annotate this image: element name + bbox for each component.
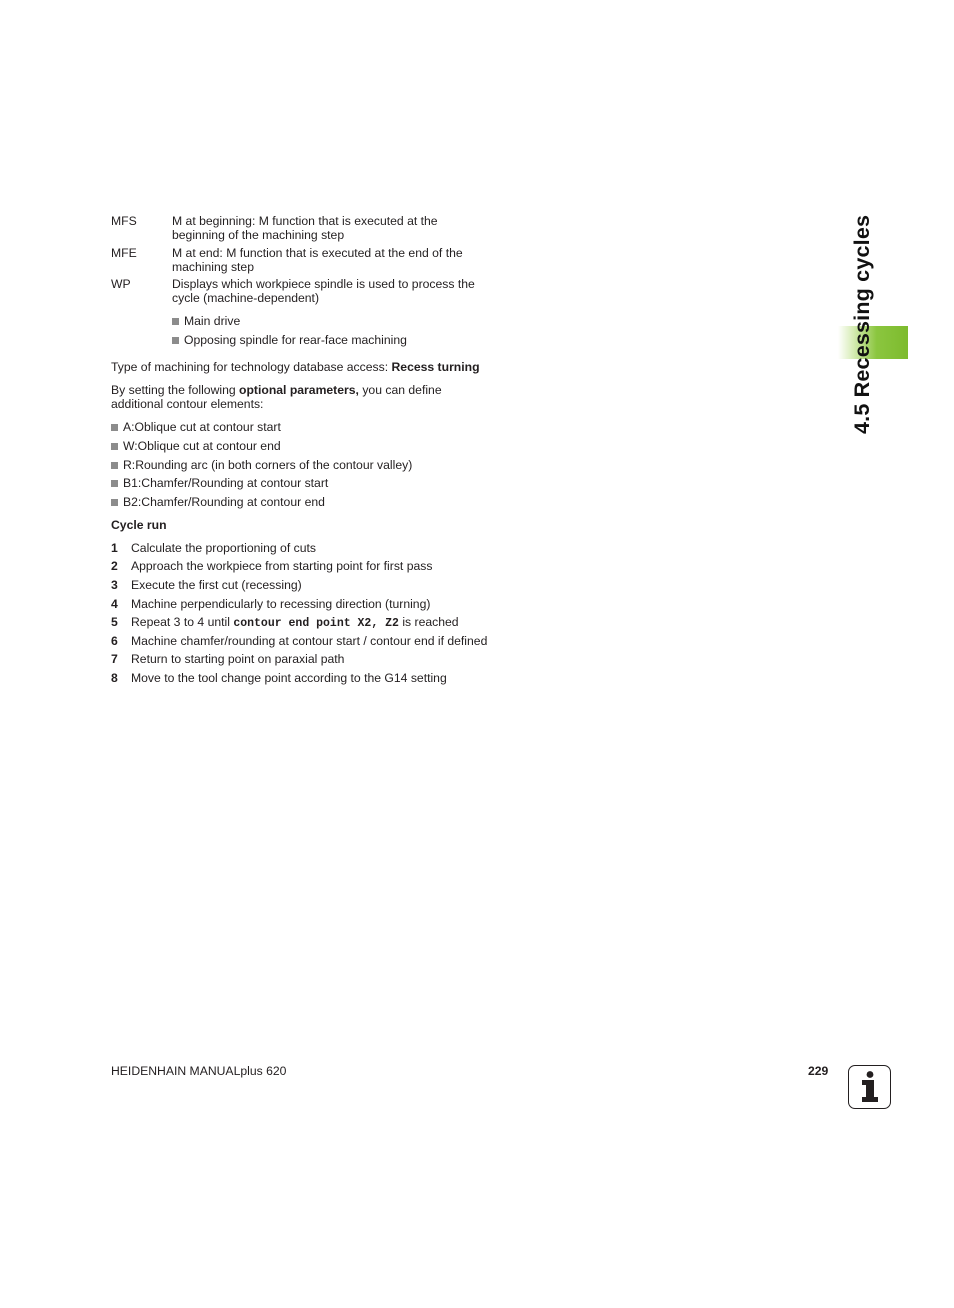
- list-item: [111, 476, 328, 490]
- page-number: 229: [808, 1064, 829, 1078]
- step-text: Return to starting point on paraxial path: [131, 652, 345, 666]
- param-key-mfs: MFS: [111, 214, 137, 228]
- bullet-square-icon: [111, 424, 118, 431]
- step-text: [131, 615, 459, 631]
- chapter-title: 4.5 Recessing cycles: [850, 214, 874, 434]
- section-heading-cycle-run: Cycle run: [111, 518, 167, 532]
- optional-bold: optional parameters,: [239, 383, 359, 397]
- step-text: Move to the tool change point according to the G14 setting: [131, 671, 447, 685]
- list-item-label: Main drive: [184, 314, 241, 328]
- list-item-label: R:Rounding arc (in both corners of the contour valley): [123, 458, 413, 472]
- param-desc-line: M at end: M function that is executed at the end of the: [172, 246, 463, 260]
- param-desc-line: machining step: [172, 260, 254, 274]
- param-desc-line: Displays which workpiece spindle is used to process the: [172, 277, 475, 291]
- param-desc-line: M at beginning: M function that is executed at the: [172, 214, 438, 228]
- tech-line-value: Recess turning: [391, 360, 480, 374]
- bullet-square-icon: [172, 318, 179, 325]
- step-text-part: Repeat 3 to 4 until: [131, 615, 234, 629]
- list-item: [111, 439, 281, 453]
- list-item-label: W:Oblique cut at contour end: [123, 439, 281, 453]
- param-key-mfe: MFE: [111, 246, 137, 260]
- step-number: 7: [111, 652, 118, 666]
- info-glyph: [849, 1066, 889, 1107]
- list-item: [111, 458, 412, 472]
- step-number: 5: [111, 615, 118, 629]
- tech-line-text: Type of machining for technology database access:: [111, 360, 392, 374]
- info-icon: [848, 1065, 891, 1109]
- list-item-label: B1:Chamfer/Rounding at contour start: [123, 476, 329, 490]
- list-item-label: B2:Chamfer/Rounding at contour end: [123, 495, 325, 509]
- list-item: [172, 333, 407, 347]
- step-text: Calculate the proportioning of cuts: [131, 541, 316, 555]
- optional-parameters-paragraph: [111, 383, 511, 411]
- step-number: 1: [111, 541, 118, 555]
- bullet-square-icon: [111, 462, 118, 469]
- step-number: 3: [111, 578, 118, 592]
- list-item: [111, 495, 325, 509]
- step-text: Machine perpendicularly to recessing direction (turning): [131, 597, 431, 611]
- step-number: 8: [111, 671, 118, 685]
- step-number: 2: [111, 559, 118, 573]
- list-item: [172, 314, 240, 328]
- step-number: 4: [111, 597, 118, 611]
- list-item-label: A:Oblique cut at contour start: [123, 420, 281, 434]
- param-desc-mfe: [172, 246, 512, 274]
- param-desc-mfs: [172, 214, 512, 242]
- optional-text: you can define: [358, 383, 442, 397]
- param-desc-line: beginning of the machining step: [172, 228, 345, 242]
- step-code: contour end point X2, Z2: [233, 617, 399, 630]
- bullet-square-icon: [111, 443, 118, 450]
- optional-text: By setting the following: [111, 383, 240, 397]
- footer-manual-title: HEIDENHAIN MANUALplus 620: [111, 1064, 287, 1078]
- step-text: Approach the workpiece from starting point for first pass: [131, 559, 433, 573]
- step-text: Machine chamfer/rounding at contour start / contour end if defined: [131, 634, 488, 648]
- step-text-part: is reached: [398, 615, 459, 629]
- step-text: Execute the first cut (recessing): [131, 578, 302, 592]
- param-key-wp: WP: [111, 277, 131, 291]
- param-desc-line: cycle (machine-dependent): [172, 291, 320, 305]
- optional-text: additional contour elements:: [111, 397, 264, 411]
- list-item-label: Opposing spindle for rear-face machining: [184, 333, 407, 347]
- tech-database-paragraph: [111, 360, 511, 374]
- param-desc-wp: [172, 277, 512, 305]
- bullet-square-icon: [111, 480, 118, 487]
- list-item: [111, 420, 281, 434]
- step-number: 6: [111, 634, 118, 648]
- bullet-square-icon: [111, 499, 118, 506]
- bullet-square-icon: [172, 337, 179, 344]
